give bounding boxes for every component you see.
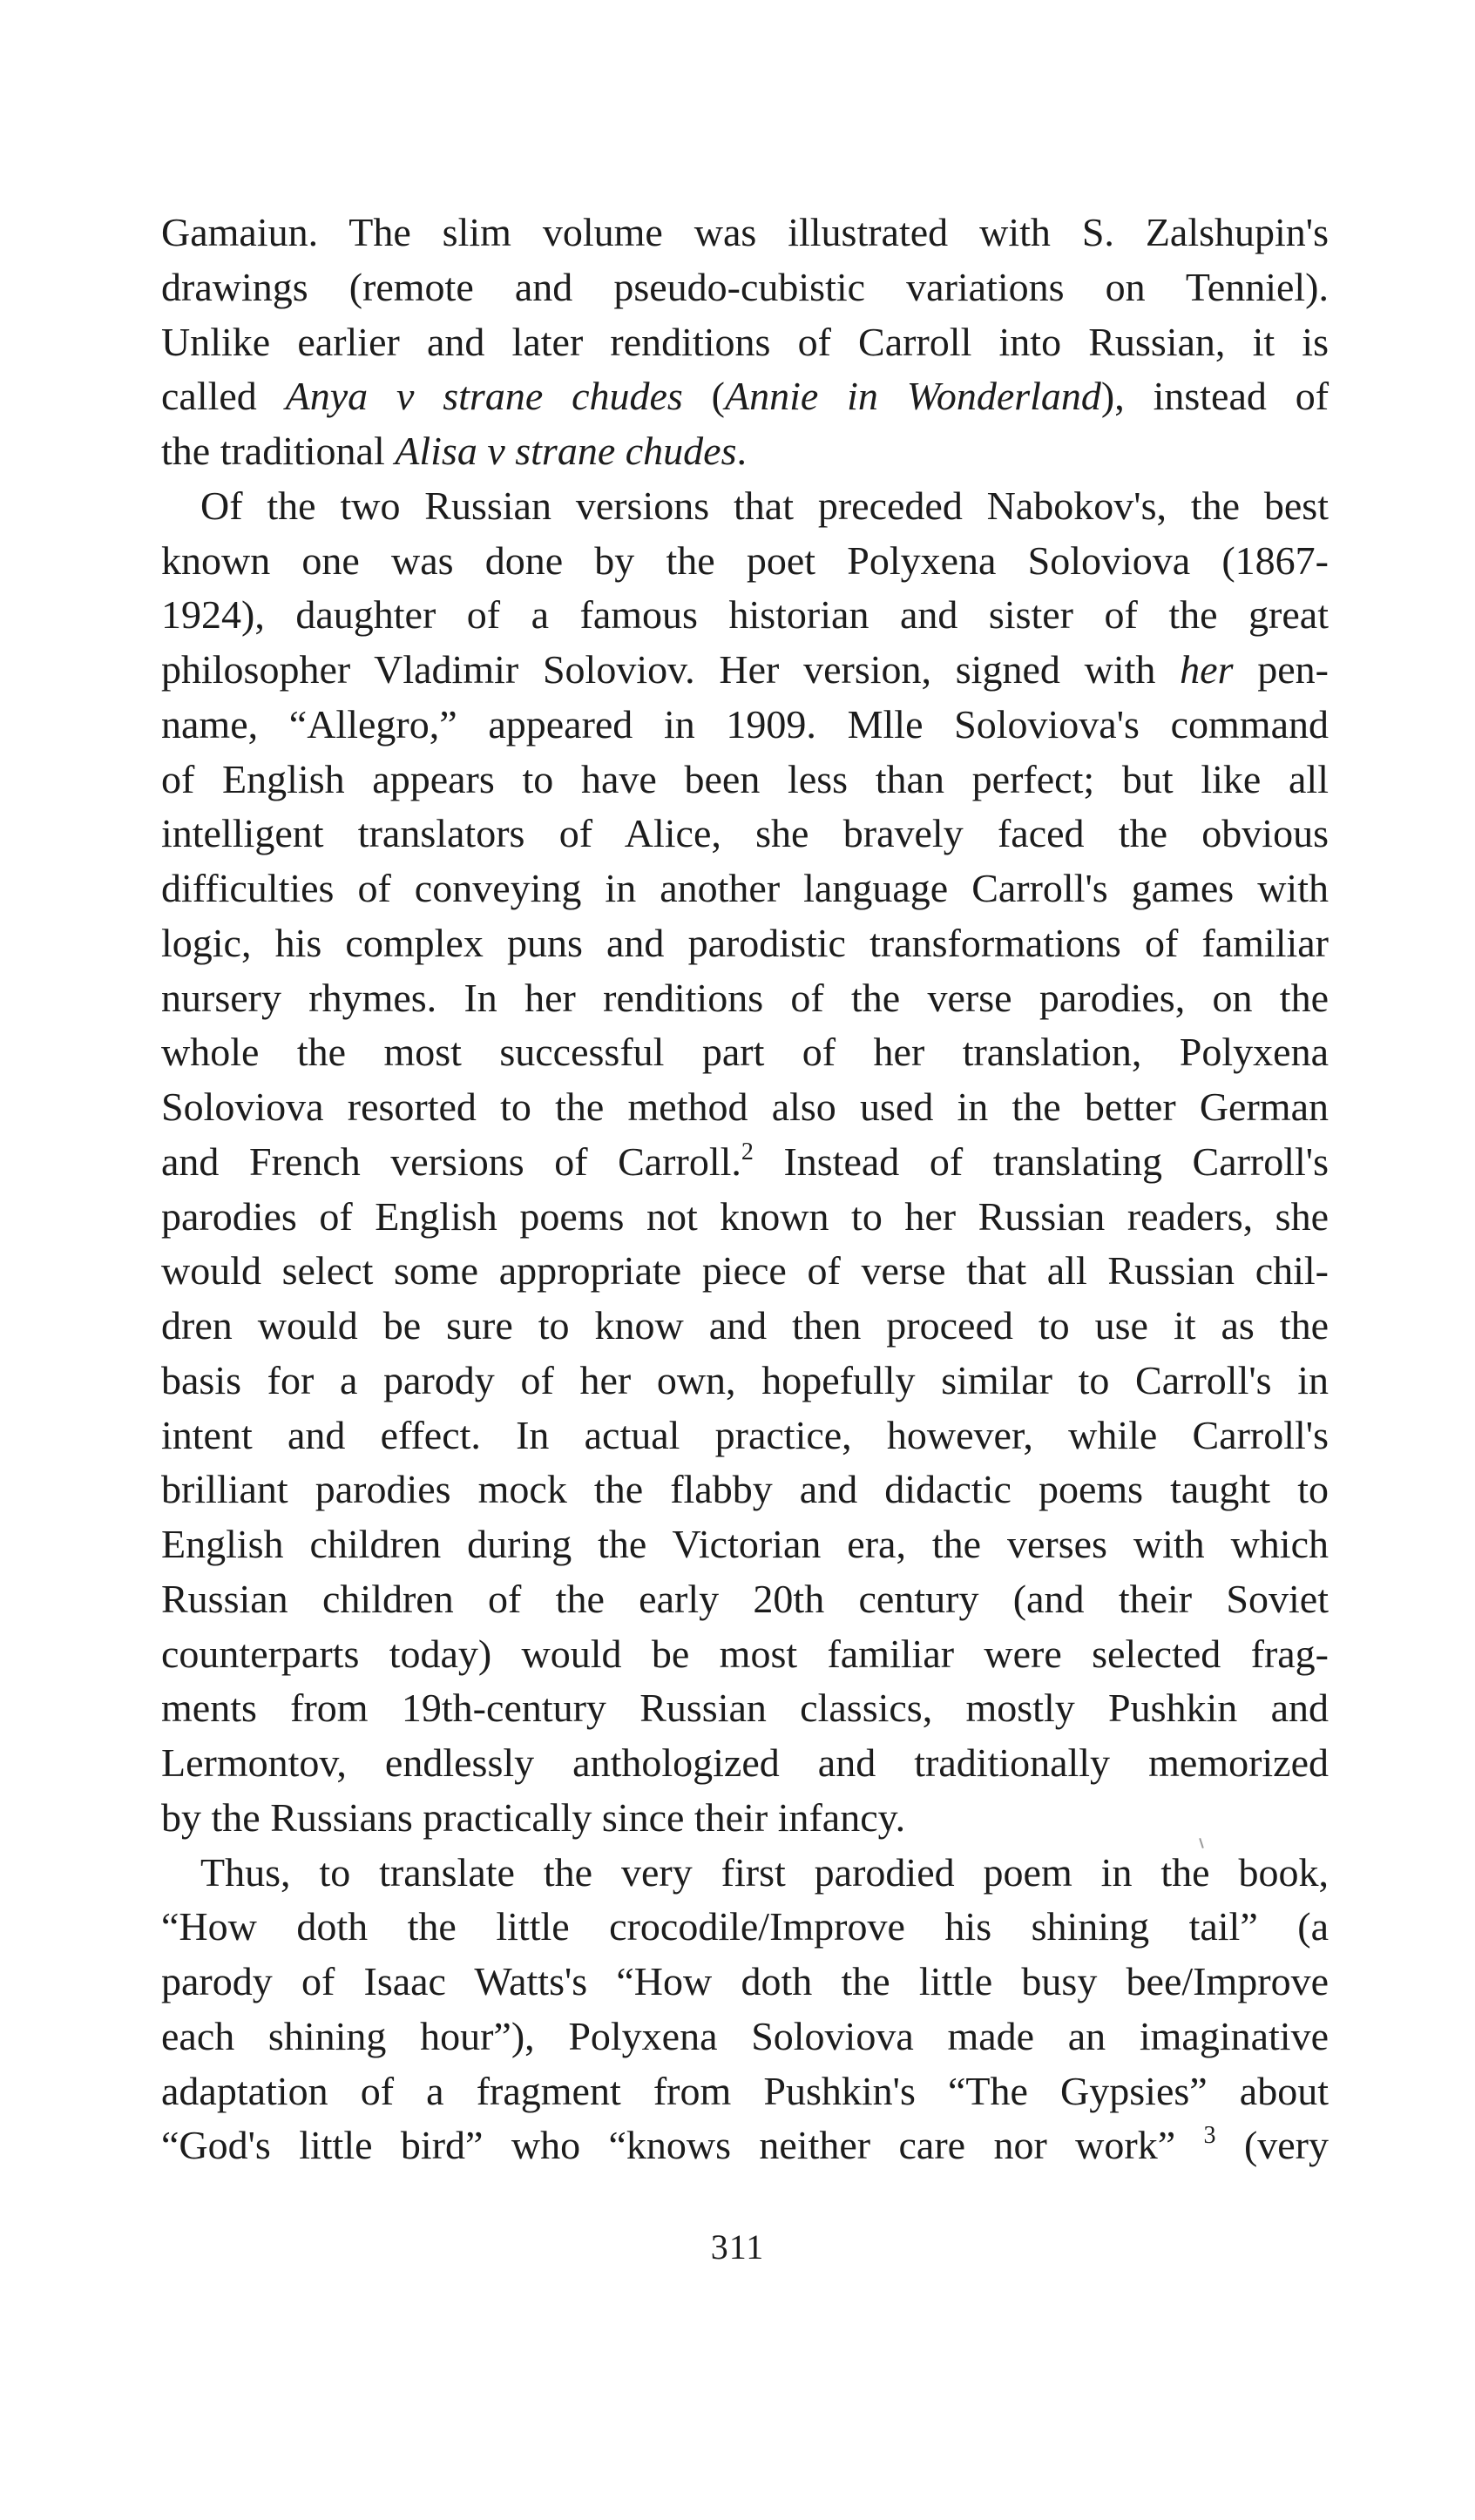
traditional-title-italic: Alisa v strane chudes [395,429,737,473]
text-line: adaptation of a fragment from Pushkin's “The Gypsies” about [161,2068,1329,2113]
text-line: intelligent translators of Alice, she bravely faced the obvious [161,811,1329,856]
text-line: difficulties of conveying in another language Carroll's games with [161,866,1329,910]
text-segment: Instead of translating Carroll's [753,1138,1329,1184]
text-line: by the Russians practically since their infancy. [161,1794,906,1840]
text-line: Lermontov, endlessly anthologized and traditionally memorized [161,1740,1329,1785]
russian-title-italic: Anya v strane chudes [285,374,683,419]
text-segment: “God's little bird” who “knows neither care nor work” [161,2123,1204,2168]
text-line [161,369,1329,424]
text-line: counterparts today) would be most familiar were selected frag- [161,1631,1329,1676]
footnote-ref-3[interactable]: 3 [1203,2122,1216,2150]
text-segment: philosopher Vladimir Soloviov. Her version, signed with [161,647,1181,692]
paragraph-continued [161,206,1329,479]
text-line: Of the two Russian versions that preceded Nabokov's, the best [200,483,1329,528]
page-number: 311 [710,2227,765,2267]
text-line: 1924), daughter of a famous historian and sister of the great [161,592,1329,638]
text-line: dren would be sure to know and then proceed to use it as the [161,1303,1329,1348]
emphasis-italic: her [1180,647,1234,692]
text-segment: the traditional [161,429,396,473]
text-segment: called [161,374,286,419]
text-line [161,643,1329,698]
text-line: Soloviova resorted to the method also used in the better German [161,1084,1329,1129]
text-line: Russian children of the early 20th century (and their Soviet [161,1576,1329,1621]
text-line: each shining hour”), Polyxena Soloviova made an imaginative [161,2013,1329,2058]
text-line [161,1135,1329,1190]
text-line: ments from 19th-century Russian classics, mostly Pushkin and [161,1686,1329,1731]
text-segment: ( [682,374,725,419]
text-line: Gamaiun. The slim volume was illustrated with S. Zalshupin's [161,210,1329,254]
text-segment: pen- [1233,647,1329,692]
text-line: Thus, to translate the very first parodied poem in the book, [200,1849,1329,1895]
text-line [161,424,1329,479]
text-line: logic, his complex puns and parodistic transformations of familiar [161,920,1329,965]
page-text [161,206,1329,2173]
text-line: intent and effect. In actual practice, however, while Carroll's [161,1412,1329,1457]
paragraph-crocodile [161,1846,1329,2174]
paragraph-soloviova [161,479,1329,1846]
text-line: Unlike earlier and later renditions of Carroll into Russian, it is [161,319,1329,364]
text-line: whole the most successful part of her translation, Polyxena [161,1030,1329,1075]
text-segment: ), instead of [1100,374,1330,419]
text-line [161,2118,1329,2173]
text-line: “How doth the little crocodile/Improve his shining tail” (a [161,1904,1329,1949]
text-line: basis for a parody of her own, hopefully similar to Carroll's in [161,1357,1329,1402]
text-line: parody of Isaac Watts's “How doth the little busy bee/Improve [161,1959,1329,2003]
text-segment: and French versions of Carroll. [161,1138,741,1184]
footnote-ref-2[interactable]: 2 [741,1138,754,1165]
text-line: known one was done by the poet Polyxena Soloviova (1867- [161,537,1329,583]
text-line: nursery rhymes. In her renditions of the verse parodies, on the [161,975,1329,1020]
text-segment: . [736,429,747,473]
text-line: English children during the Victorian era, the verses with which [161,1522,1329,1566]
text-line: parodies of English poems not known to her Russian readers, she [161,1193,1329,1239]
text-line: would select some appropriate piece of verse that all Russian chil- [161,1248,1329,1294]
text-segment: (very [1215,2123,1329,2168]
text-line: of English appears to have been less than perfect; but like all [161,756,1329,801]
english-title-italic: Annie in Wonderland [724,374,1101,419]
text-line: name, “Allegro,” appeared in 1909. Mlle Soloviova's command [161,701,1329,747]
text-line: brilliant parodies mock the flabby and didactic poems taught to [161,1467,1329,1512]
text-line: drawings (remote and pseudo-cubistic variations on Tenniel). [161,264,1329,309]
